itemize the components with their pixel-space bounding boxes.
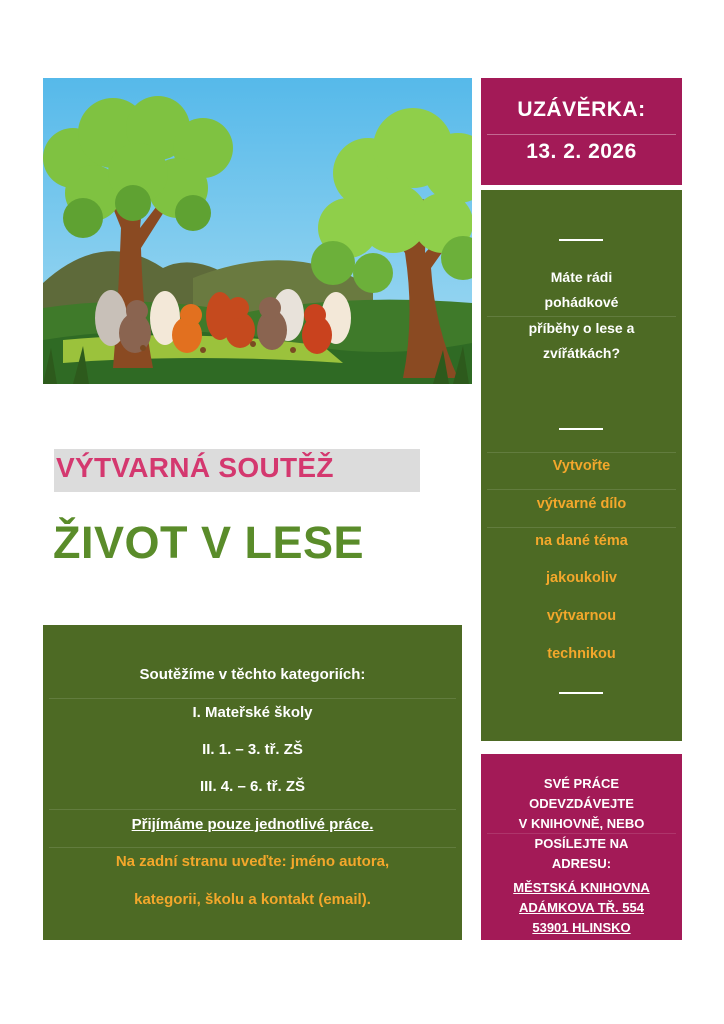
task-line: jakoukoliv xyxy=(546,570,617,586)
row-divider xyxy=(49,809,456,810)
deadline-divider xyxy=(487,134,676,135)
info-panel xyxy=(481,190,682,741)
intro-line: Máte rádi xyxy=(550,269,613,285)
categories-intro: Soutěžíme v těchto kategoriích: xyxy=(139,666,366,683)
instruction-line: SVÉ PRÁCE xyxy=(543,776,620,791)
row-divider xyxy=(487,833,676,834)
divider-dash xyxy=(559,428,603,430)
task-line: na dané téma xyxy=(535,533,628,549)
category-item: I. Mateřské školy xyxy=(192,704,313,721)
page-title: VÝTVARNÁ SOUTĚŽ xyxy=(56,452,334,483)
deadline-date: 13. 2. 2026 xyxy=(526,140,637,163)
back-info-line: kategorii, školu a kontakt (email). xyxy=(134,891,371,908)
divider-dash xyxy=(559,692,603,694)
row-divider xyxy=(487,452,676,453)
intro-line: příběhy o lese a xyxy=(528,320,635,336)
instruction-line: POSÍLEJTE NA xyxy=(534,836,629,851)
category-item: III. 4. – 6. tř. ZŠ xyxy=(199,778,306,795)
instruction-line: ADRESU: xyxy=(551,856,612,871)
single-works-note: Přijímáme pouze jednotlivé práce. xyxy=(131,816,374,833)
address-line: MĚSTSKÁ KNIHOVNA xyxy=(513,880,650,895)
row-divider xyxy=(487,489,676,490)
row-divider xyxy=(487,527,676,528)
intro-line: pohádkové xyxy=(544,294,619,310)
deadline-box xyxy=(481,78,682,185)
row-divider xyxy=(49,847,456,848)
forest-squirrels-illustration xyxy=(43,78,472,384)
address-line: ADÁMKOVA TŘ. 554 xyxy=(519,900,644,915)
task-line: výtvarnou xyxy=(546,608,617,624)
task-line: Vytvořte xyxy=(552,458,611,474)
row-divider xyxy=(487,316,676,317)
address-box xyxy=(481,754,682,940)
divider-dash xyxy=(559,239,603,241)
category-item: II. 1. – 3. tř. ZŠ xyxy=(202,741,303,758)
task-line: technikou xyxy=(547,646,616,662)
instruction-line: V KNIHOVNĚ, NEBO xyxy=(518,816,645,831)
back-info-line: Na zadní stranu uveďte: jméno autora, xyxy=(115,853,390,870)
deadline-label: UZÁVĚRKA: xyxy=(517,98,646,121)
address-line: 53901 HLINSKO xyxy=(532,920,631,935)
task-line: výtvarné dílo xyxy=(536,496,627,512)
row-divider xyxy=(49,698,456,699)
page-subtitle: ŽIVOT V LESE xyxy=(53,517,365,568)
intro-line: zvířátkách? xyxy=(542,345,621,361)
instruction-line: ODEVZDÁVEJTE xyxy=(529,796,634,811)
categories-box xyxy=(43,625,462,940)
